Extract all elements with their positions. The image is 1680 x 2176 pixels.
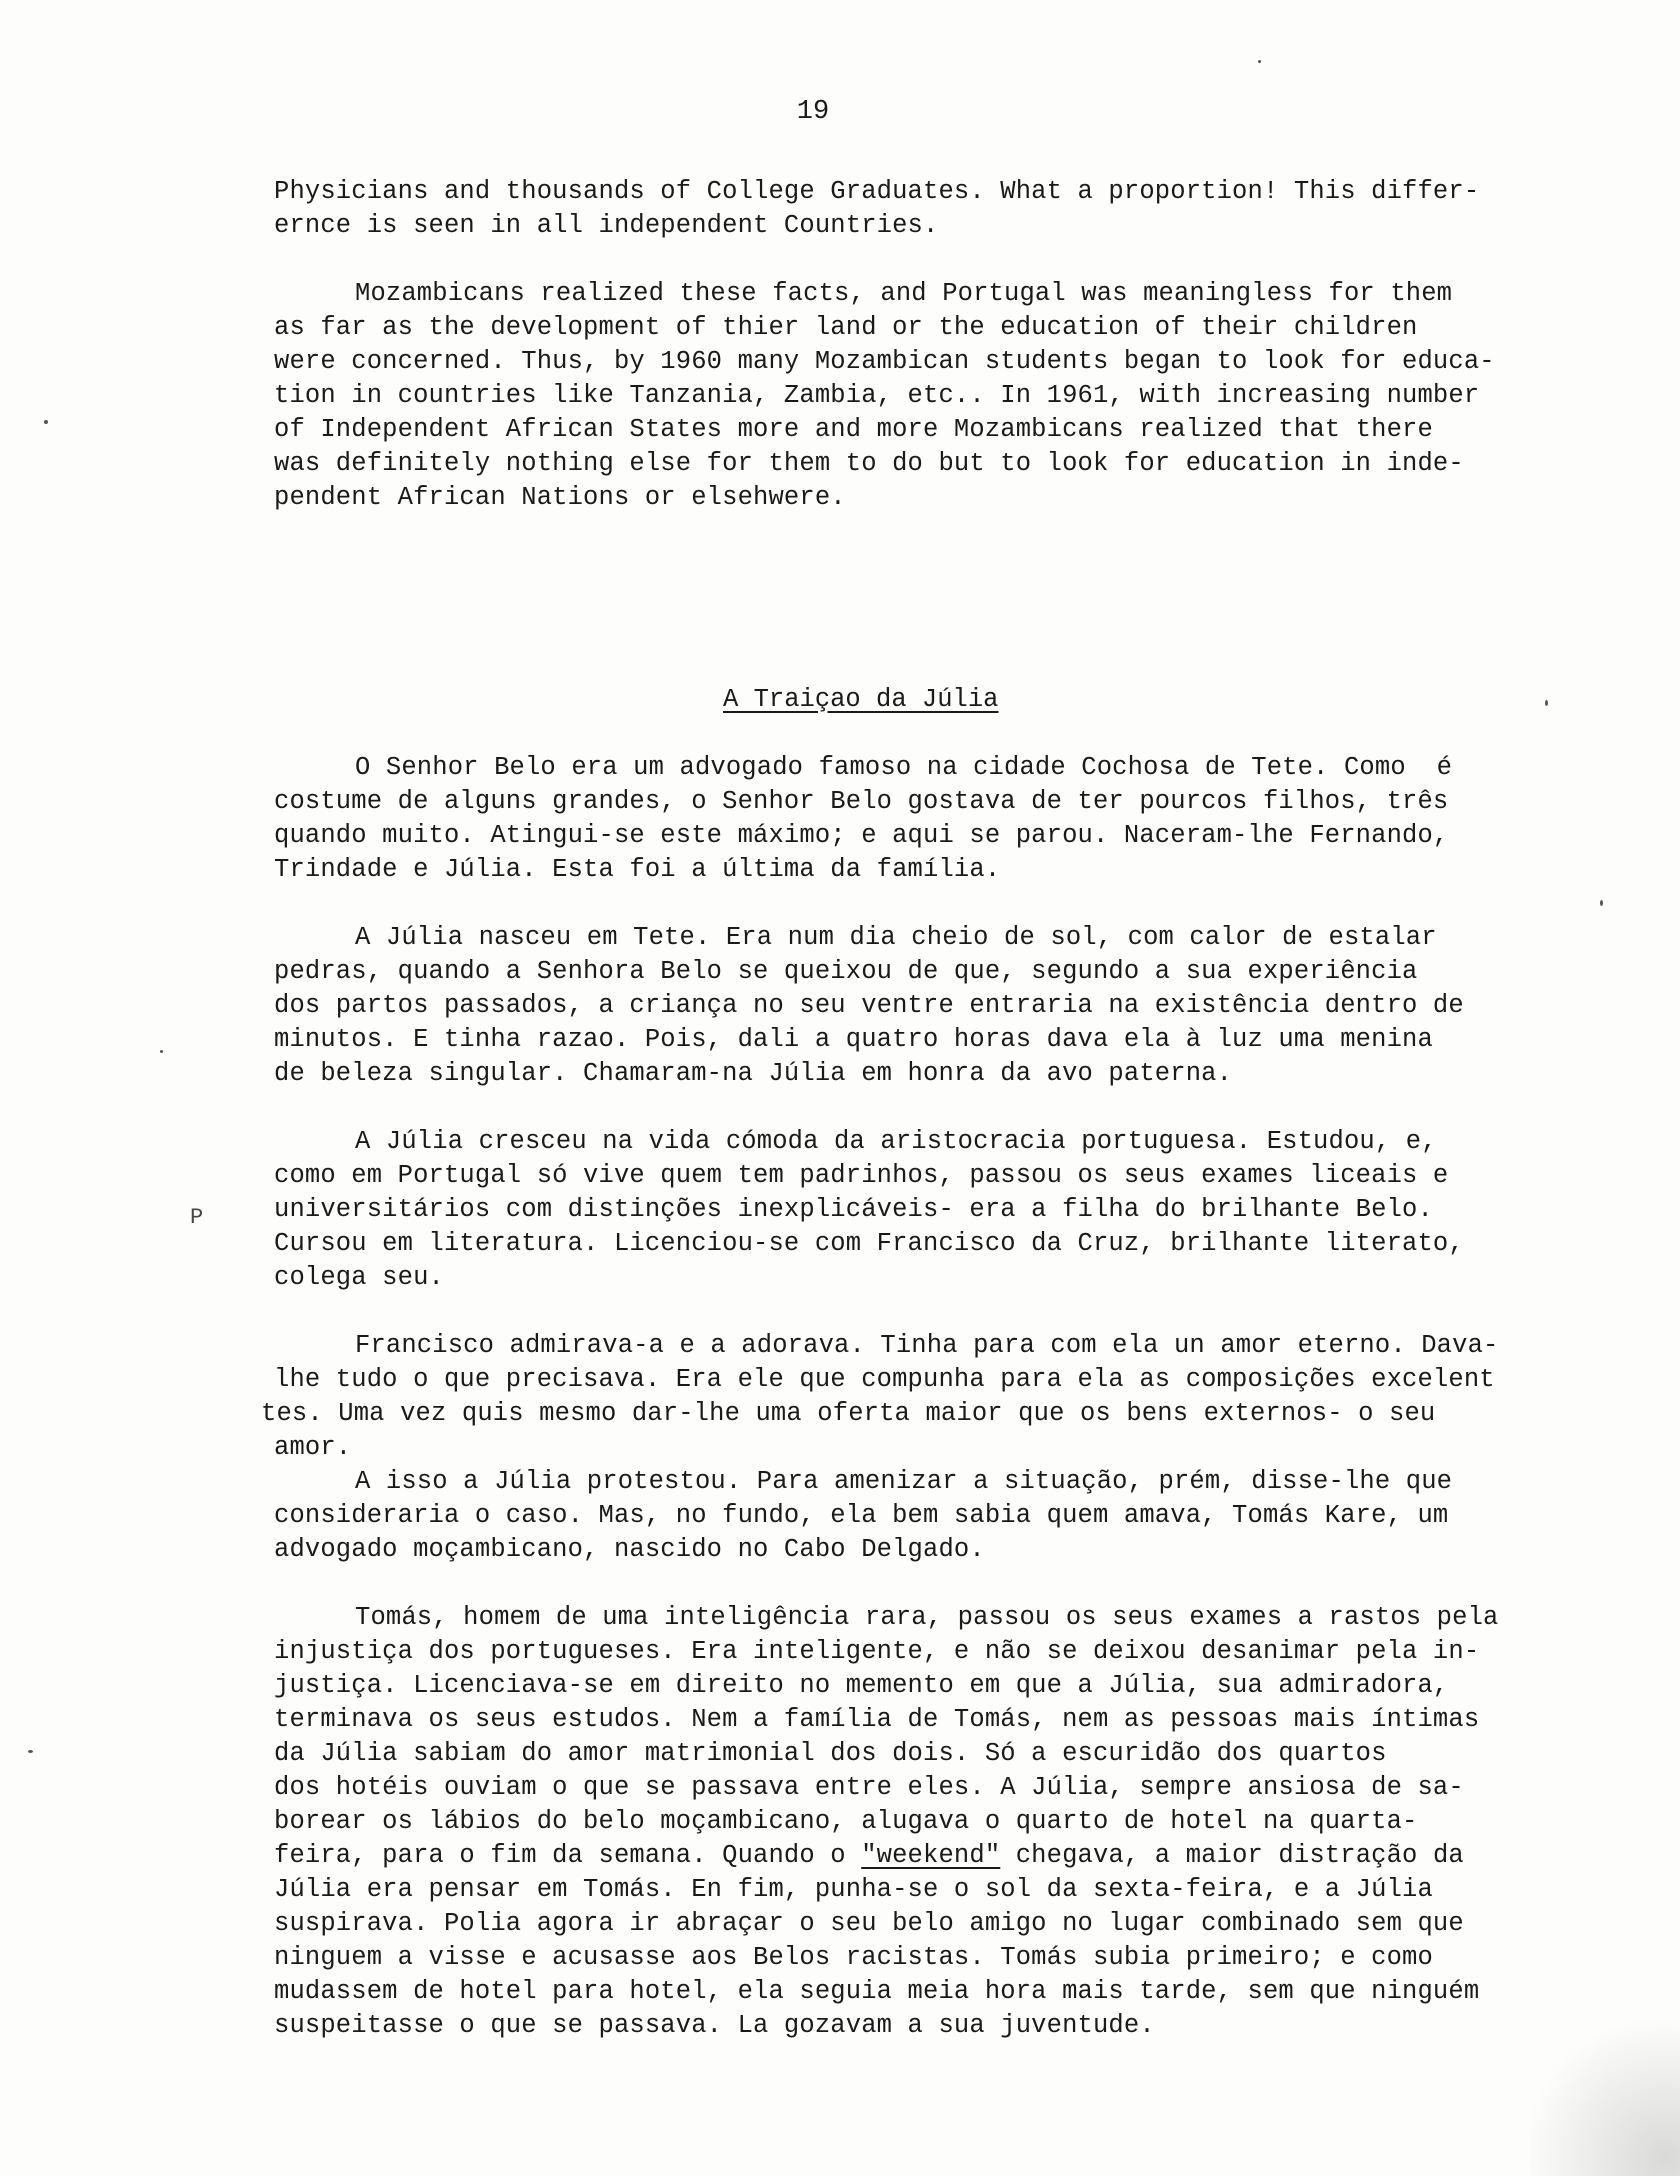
- text-line: injustiça dos portugueses. Era inteligente, e não se deixou desanimar pela in-: [274, 1637, 1480, 1666]
- text-line: dos partos passados, a criança no seu ventre entraria na existência dentro de: [274, 991, 1464, 1020]
- text-line: were concerned. Thus, by 1960 many Mozambican students began to look for educa-: [274, 347, 1495, 376]
- text-line: advogado moçambicano, nascido no Cabo Delgado.: [274, 1535, 985, 1564]
- scan-speck: [1258, 60, 1261, 63]
- text-line: A Júlia nasceu em Tete. Era num dia cheio de sol, com calor de estalar: [355, 923, 1437, 952]
- text-line: costume de alguns grandes, o Senhor Belo gostava de ter pourcos filhos, três: [274, 787, 1449, 816]
- scan-speck: [28, 1750, 33, 1753]
- text-line: justiça. Licenciava-se em direito no memento em que a Júlia, sua admiradora,: [274, 1671, 1449, 1700]
- text-line: como em Portugal só vive quem tem padrinhos, passou os seus exames liceais e: [274, 1161, 1449, 1190]
- text-line: suspirava. Polia agora ir abraçar o seu belo amigo no lugar combinado sem que: [274, 1909, 1464, 1938]
- text-line: tion in countries like Tanzania, Zambia, etc.. In 1961, with increasing number: [274, 381, 1480, 410]
- text-line: Mozambicans realized these facts, and Portugal was meaningless for them: [355, 279, 1453, 308]
- text-line: ninguem a visse e acusasse aos Belos racistas. Tomás subia primeiro; e como: [274, 1943, 1433, 1972]
- text-line: Tomás, homem de uma inteligência rara, passou os seus exames a rastos pela: [355, 1603, 1499, 1632]
- scan-noise: [1530, 2006, 1680, 2176]
- text-line: Júlia era pensar em Tomás. En fim, punha-se o sol da sexta-feira, e a Júlia: [274, 1875, 1433, 1904]
- text-line: of Independent African States more and more Mozambicans realized that there: [274, 415, 1433, 444]
- text-line: mudassem de hotel para hotel, ela seguia meia hora mais tarde, sem que ninguém: [274, 1977, 1480, 2006]
- text-line: A isso a Júlia protestou. Para amenizar a situação, prém, disse-lhe que: [355, 1467, 1453, 1496]
- page-number: 19: [796, 97, 830, 127]
- text-line: Cursou em literatura. Licenciou-se com Francisco da Cruz, brilhante literato,: [274, 1229, 1464, 1258]
- text-line: da Júlia sabiam do amor matrimonial dos dois. Só a escuridão dos quartos: [274, 1739, 1387, 1768]
- text-line: ernce is seen in all independent Countries.: [274, 211, 939, 240]
- scan-speck: [44, 420, 48, 424]
- text-line: Francisco admirava-a e a adorava. Tinha para com ela un amor eterno. Dava-: [355, 1331, 1499, 1360]
- text-line: borear os lábios do belo moçambicano, alugava o quarto de hotel na quarta-: [274, 1807, 1418, 1836]
- text-line: Trindade e Júlia. Esta foi a última da família.: [274, 855, 1001, 884]
- text-line: dos hotéis ouviam o que se passava entre eles. A Júlia, sempre ansiosa de sa-: [274, 1773, 1464, 1802]
- text-line-weekend: [274, 1839, 1464, 1873]
- text-segment: chegava, a maior distração da: [1015, 1841, 1464, 1870]
- scan-speck: [1545, 700, 1548, 706]
- text-line: universitários com distinções inexplicáveis- era a filha do brilhante Belo.: [274, 1195, 1433, 1224]
- text-line: Physicians and thousands of College Graduates. What a proportion! This differ-: [274, 177, 1480, 206]
- text-line: tes. Uma vez quis mesmo dar-lhe uma oferta maior que os bens externos- o seu: [261, 1399, 1436, 1428]
- text-segment: feira, para o fim da semana. Quando o: [274, 1841, 846, 1870]
- text-line: suspeitasse o que se passava. La gozavam a sua juventude.: [274, 2011, 1155, 2040]
- text-line: A Júlia cresceu na vida cómoda da aristocracia portuguesa. Estudou, e,: [355, 1127, 1437, 1156]
- text-line: colega seu.: [274, 1263, 444, 1292]
- text-line: amor.: [274, 1433, 352, 1462]
- text-line: pedras, quando a Senhora Belo se queixou de que, segundo a sua experiência: [274, 957, 1418, 986]
- text-line: pendent African Nations or elsehwere.: [274, 483, 846, 512]
- text-line: minutos. E tinha razao. Pois, dali a quatro horas dava ela à luz uma menina: [274, 1025, 1433, 1054]
- text-line: terminava os seus estudos. Nem a família de Tomás, nem as pessoas mais íntimas: [274, 1705, 1480, 1734]
- text-line: as far as the development of thier land or the education of their children: [274, 313, 1418, 342]
- text-line: lhe tudo o que precisava. Era ele que compunha para ela as composições excelent: [274, 1365, 1495, 1394]
- scan-speck: [1600, 900, 1603, 906]
- text-line: consideraria o caso. Mas, no fundo, ela bem sabia quem amava, Tomás Kare, um: [274, 1501, 1449, 1530]
- text-line: de beleza singular. Chamaram-na Júlia em honra da avo paterna.: [274, 1059, 1233, 1088]
- text-line: quando muito. Atingui-se este máximo; e aqui se parou. Naceram-lhe Fernando,: [274, 821, 1449, 850]
- scan-speck: [160, 1050, 163, 1053]
- story-title: A Traiçao da Júlia: [723, 685, 999, 714]
- text-line: O Senhor Belo era um advogado famoso na cidade Cochosa de Tete. Como é: [355, 753, 1453, 782]
- weekend-term: "weekend": [861, 1841, 1001, 1870]
- margin-mark: P: [190, 1205, 204, 1230]
- text-line: was definitely nothing else for them to do but to look for education in inde-: [274, 449, 1464, 478]
